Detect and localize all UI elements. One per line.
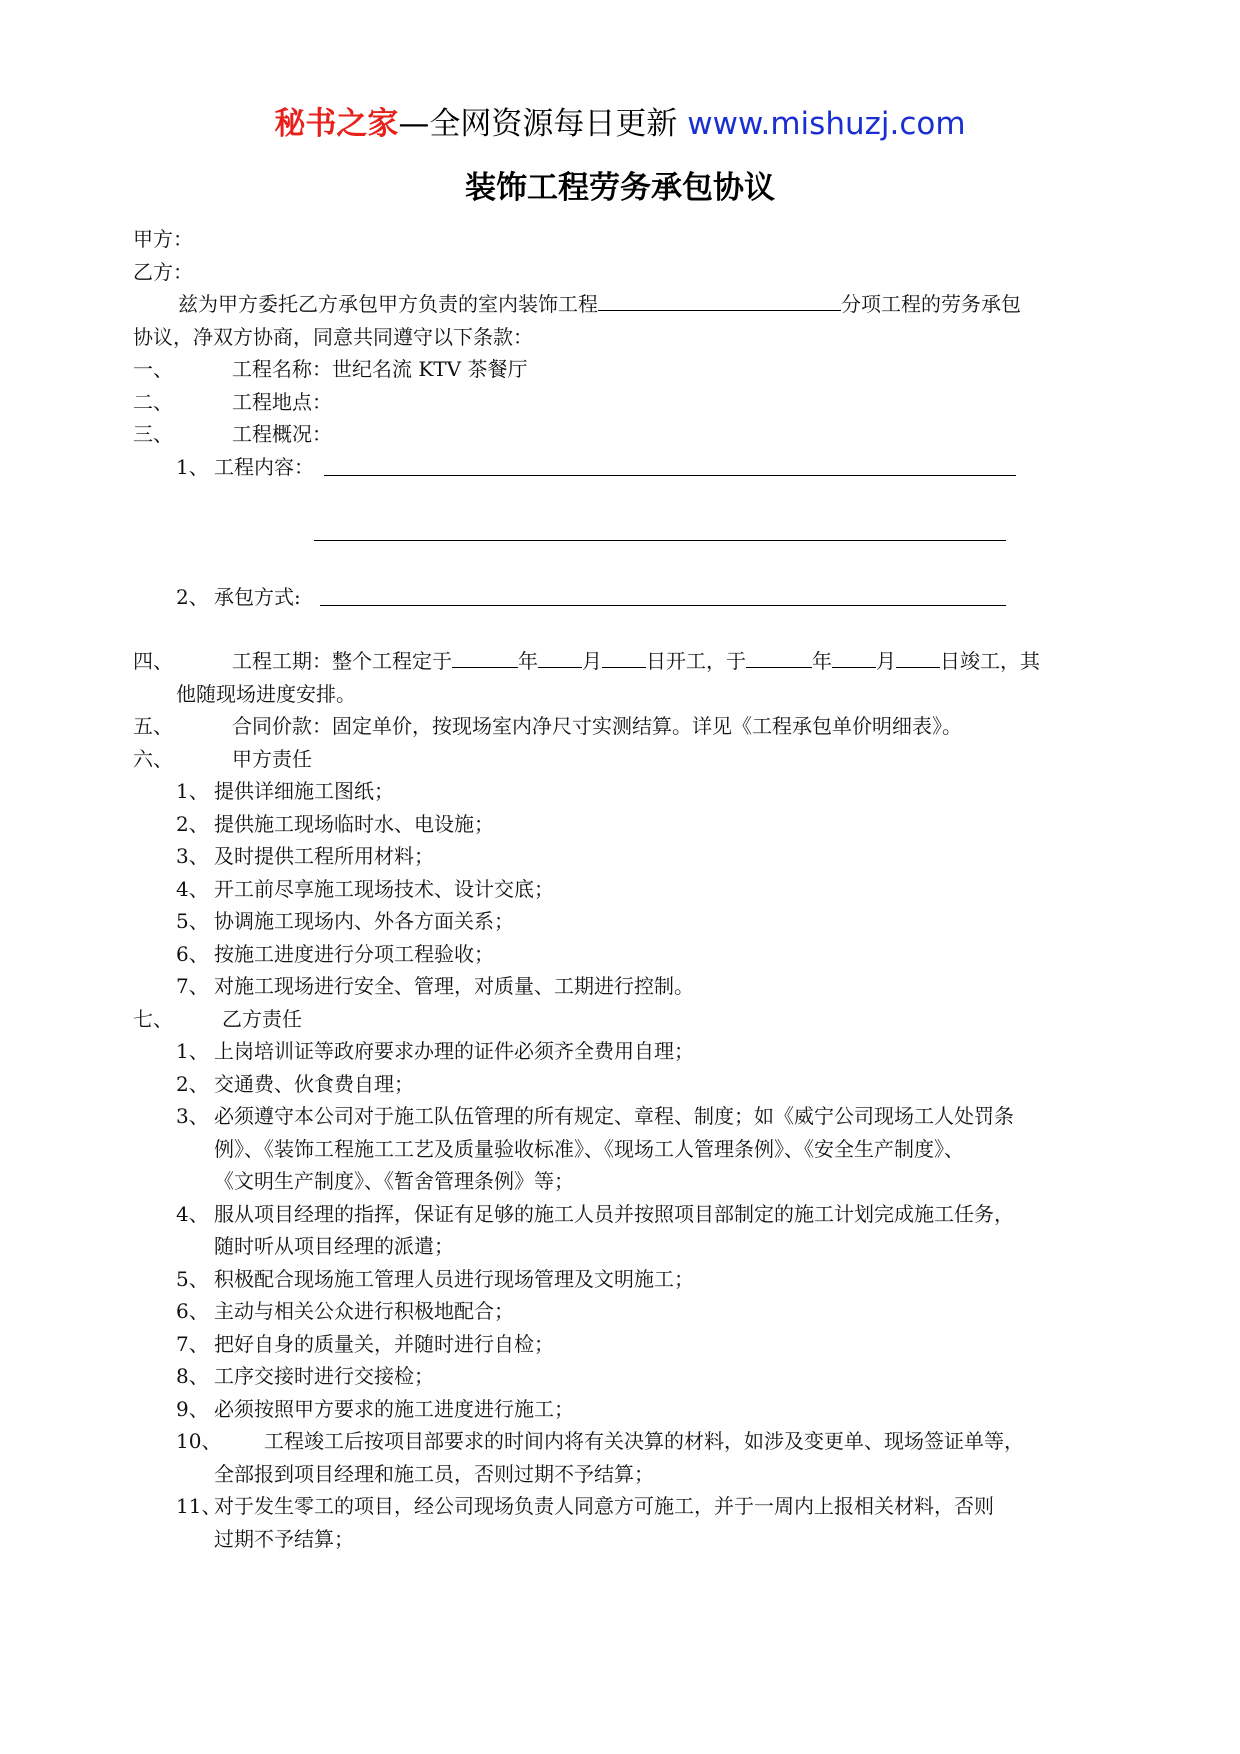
party-b-duty-number: 8、: [176, 1364, 209, 1388]
section-3-text: 工程概况：: [232, 422, 332, 446]
party-a-duty-text: 对施工现场进行安全、管理，对质量、工期进行控制。: [214, 974, 694, 998]
party-b-duty-text: 服从项目经理的指挥，保证有足够的施工人员并按照项目部制定的施工计划完成施工任务，: [214, 1202, 1014, 1226]
party-b-duty-text-cont: 过期不予结算；: [214, 1527, 354, 1551]
party-b-duty-text-cont: 随时听从项目经理的派遣；: [214, 1234, 454, 1258]
party-b-duty-text-cont: 《文明生产制度》、《暂舍管理条例》等；: [214, 1169, 574, 1193]
party-a-duty-text: 开工前尽享施工现场技术、设计交底；: [214, 877, 554, 901]
party-b-duty-number: 7、: [176, 1332, 209, 1356]
start-label: 日开工，于: [646, 649, 746, 673]
intro-text-a: 兹为甲方委托乙方承包甲方负责的室内装饰工程: [178, 292, 598, 316]
party-b-duty-text: 工序交接时进行交接检；: [214, 1364, 434, 1388]
party-b-duty-number: 4、: [176, 1202, 209, 1226]
section-2-number: 二、: [133, 390, 173, 414]
party-a-duty-number: 1、: [176, 779, 209, 803]
party-a-duty-number: 7、: [176, 974, 209, 998]
party-b-duty-number: 9、: [176, 1397, 209, 1421]
party-b-duty-text: 对于发生零工的项目，经公司现场负责人同意方可施工，并于一周内上报相关材料，否则: [214, 1494, 994, 1518]
schedule-text-a: 工程工期：整个工程定于: [232, 649, 452, 673]
party-a-duty-text: 协调施工现场内、外各方面关系；: [214, 909, 514, 933]
year-label-2: 年: [812, 649, 832, 673]
section-1-text: 工程名称：世纪名流 KTV 茶餐厅: [232, 357, 528, 381]
section-5-text: 合同价款：固定单价，按现场室内净尺寸实测结算。详见《工程承包单价明细表》。: [232, 714, 962, 738]
party-b-duty-text-cont: 例》、《装饰工程施工工艺及质量验收标准》、《现场工人管理条例》、《安全生产制度》、: [214, 1137, 964, 1161]
party-b-duty-number: 2、: [176, 1072, 209, 1096]
intro-paragraph-line2: 协议，净双方协商，同意共同遵守以下条款：: [133, 325, 533, 349]
site-url-link[interactable]: www.mishuzj.com: [687, 106, 966, 142]
site-header: [0, 104, 1240, 144]
party-a-duty-number: 3、: [176, 844, 209, 868]
party-b-duty-number: 11、: [176, 1494, 222, 1518]
scope-blank-line-2: [314, 540, 1006, 541]
document-title: 装饰工程劳务承包协议: [465, 170, 775, 206]
party-b-duty-text: 上岗培训证等政府要求办理的证件必须齐全费用自理；: [214, 1039, 694, 1063]
party-b-duty-text-cont: 全部报到项目经理和施工员，否则过期不予结算；: [214, 1462, 654, 1486]
party-a-duty-number: 4、: [176, 877, 209, 901]
section-1-number: 一、: [133, 357, 173, 381]
section-7-number: 七、: [133, 1007, 173, 1031]
end-year-blank: [746, 649, 812, 668]
header-tagline: —全网资源每日更新: [398, 106, 678, 142]
section-7-text: 乙方责任: [222, 1007, 302, 1031]
section-2-text: 工程地点：: [232, 390, 332, 414]
end-day-blank: [896, 649, 940, 668]
party-b-duty-number: 3、: [176, 1104, 209, 1128]
party-a-duty-number: 2、: [176, 812, 209, 836]
contract-mode-label: 承包方式:: [214, 585, 301, 609]
party-b-duty-number: 1、: [176, 1039, 209, 1063]
contract-mode-number: 2、: [176, 585, 209, 609]
party-b-duty-text: 积极配合现场施工管理人员进行现场管理及文明施工；: [214, 1267, 694, 1291]
party-b-duty-number: 5、: [176, 1267, 209, 1291]
intro-text-b: 分项工程的劳务承包: [841, 292, 1021, 316]
section-4-line2: 他随现场进度安排。: [176, 682, 356, 706]
contract-mode-blank-line: [320, 605, 1006, 606]
party-a-duty-text: 提供详细施工图纸；: [214, 779, 394, 803]
year-label: 年: [518, 649, 538, 673]
section-6-number: 六、: [133, 747, 173, 771]
party-b-duty-text: 交通费、伙食费自理；: [214, 1072, 414, 1096]
end-label: 日竣工，其: [940, 649, 1040, 673]
intro-paragraph-line1: [178, 291, 1021, 317]
month-label-2: 月: [876, 649, 896, 673]
start-year-blank: [452, 649, 518, 668]
party-a-duty-text: 提供施工现场临时水、电设施；: [214, 812, 494, 836]
project-name-blank: [598, 292, 841, 311]
start-month-blank: [538, 649, 582, 668]
party-a-duty-number: 5、: [176, 909, 209, 933]
start-day-blank: [602, 649, 646, 668]
party-b-duty-text: 主动与相关公众进行积极地配合；: [214, 1299, 514, 1323]
party-a-duty-text: 按施工进度进行分项工程验收；: [214, 942, 494, 966]
party-b-duty-text: 必须按照甲方要求的施工进度进行施工；: [214, 1397, 574, 1421]
scope-item-number: 1、: [176, 455, 209, 479]
party-a-label: 甲方：: [133, 227, 193, 251]
party-b-label: 乙方：: [133, 260, 193, 284]
brand-name: 秘书之家: [274, 106, 399, 142]
party-a-duty-number: 6、: [176, 942, 209, 966]
section-4-line1: [232, 648, 1040, 674]
month-label: 月: [582, 649, 602, 673]
end-month-blank: [832, 649, 876, 668]
section-5-number: 五、: [133, 714, 173, 738]
section-6-text: 甲方责任: [232, 747, 312, 771]
party-b-duty-text: 必须遵守本公司对于施工队伍管理的所有规定、章程、制度；如《威宁公司现场工人处罚条: [214, 1104, 1014, 1128]
scope-blank-line-1: [324, 475, 1016, 476]
party-a-duty-text: 及时提供工程所用材料；: [214, 844, 434, 868]
party-b-duty-number: 10、: [176, 1429, 222, 1453]
section-4-number: 四、: [133, 649, 173, 673]
party-b-duty-text: 把好自身的质量关，并随时进行自检；: [214, 1332, 554, 1356]
scope-item-label: 工程内容：: [214, 455, 314, 479]
section-3-number: 三、: [133, 422, 173, 446]
party-b-duty-text: 工程竣工后按项目部要求的时间内将有关决算的材料，如涉及变更单、现场签证单等，: [264, 1429, 1024, 1453]
party-b-duty-number: 6、: [176, 1299, 209, 1323]
